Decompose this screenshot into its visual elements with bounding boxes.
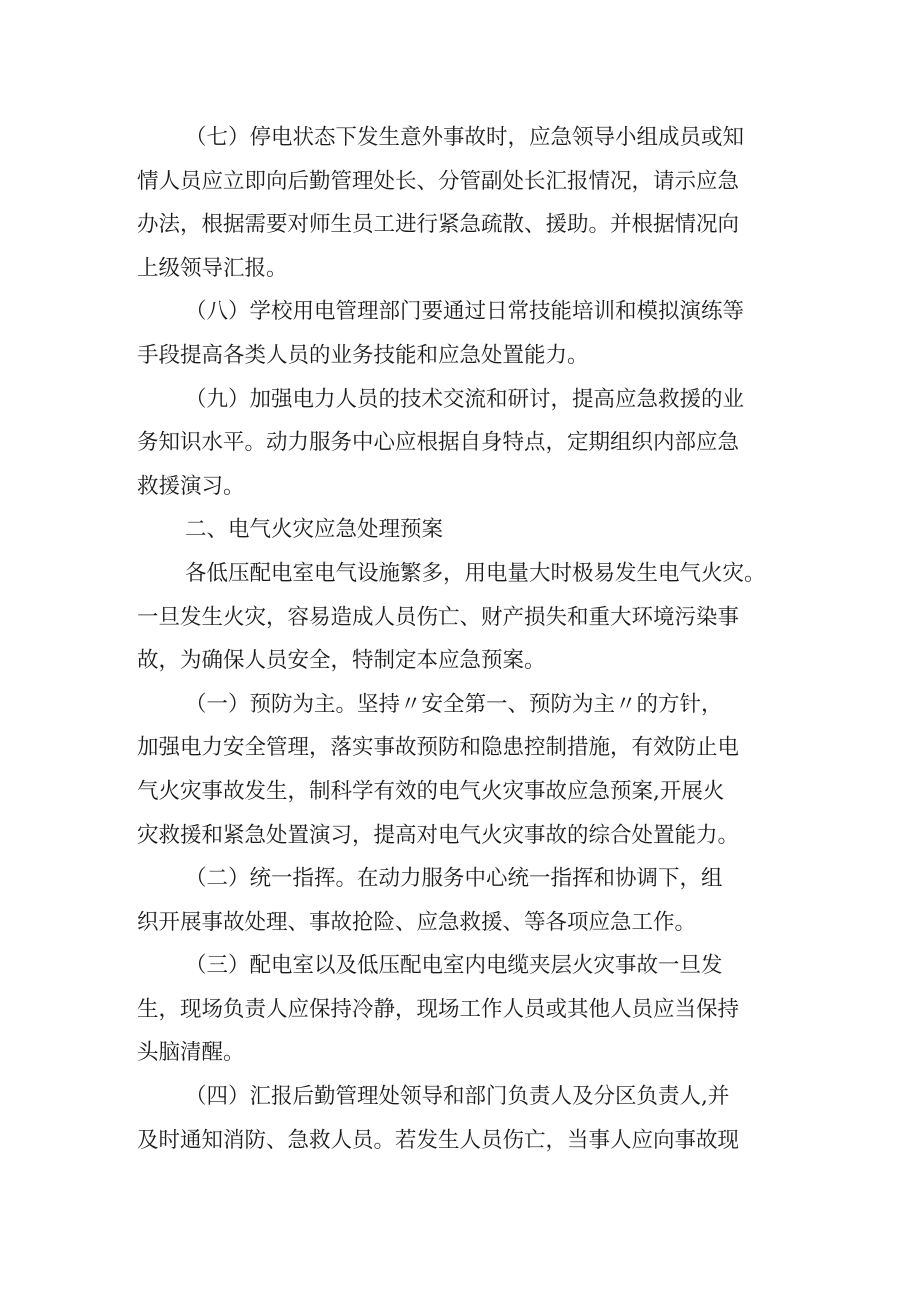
text-line: 灾救援和紧急处置演习，提高对电气火灾事故的综合处置能力。 <box>137 822 740 848</box>
text-line: （七）停电状态下发生意外事故时，应急领导小组成员或知 <box>185 125 745 150</box>
text-line: 办法，根据需要对师生员工进行紧急疏散、援助。并根据情况向 <box>137 212 740 238</box>
text-line: 务知识水平。动力服务中心应根据自身特点，定期组织内部应急 <box>137 430 740 456</box>
text-line: （九）加强电力人员的技术交流和研讨，提高应急救援的业 <box>185 386 745 412</box>
text-line: 头脑清醒。 <box>137 1040 245 1066</box>
text-line: （三）配电室以及低压配电室内电缆夹层火灾事故一旦发 <box>185 953 723 979</box>
paragraph-intro <box>137 552 797 683</box>
text-line: 气火灾事故发生，制科学有效的电气火灾事故应急预案,开展火 <box>137 778 725 804</box>
paragraph-subsection-4 <box>137 1075 797 1162</box>
text-line: 各低压配电室电气设施繁多，用电量大时极易发生电气火灾。 <box>185 560 766 586</box>
text-line: 及时通知消防、急救人员。若发生人员伤亡，当事人应向事故现 <box>137 1127 740 1153</box>
paragraph-section-9 <box>137 378 797 509</box>
text-line: 故，为确保人员安全，特制定本应急预案。 <box>137 648 546 674</box>
paragraph-subsection-1 <box>137 683 797 857</box>
text-line: 加强电力安全管理，落实事故预防和隐患控制措施，有效防止电 <box>137 735 740 761</box>
text-line: 织开展事故处理、事故抢险、应急救援、等各项应急工作。 <box>137 909 697 935</box>
text-line: 手段提高各类人员的业务技能和应急处置能力。 <box>137 342 589 368</box>
text-line: 上级领导汇报。 <box>137 255 288 281</box>
document-page <box>137 116 797 1162</box>
text-line: 一旦发生火灾，容易造成人员伤亡、财产损失和重大环境污染事 <box>137 604 740 630</box>
heading-line: 二、电气火灾应急处理预案 <box>185 517 444 543</box>
paragraph-subsection-3 <box>137 944 797 1075</box>
text-line: 情人员应立即向后勤管理处长、分管副处长汇报情况，请示应急 <box>137 168 740 194</box>
text-line: （八）学校用电管理部门要通过日常技能培训和模拟演练等 <box>185 299 745 325</box>
paragraph-section-7 <box>137 116 797 290</box>
text-line: 生，现场负责人应保持冷静，现场工作人员或其他人员应当保持 <box>137 996 740 1022</box>
text-line: （二）统一指挥。在动力服务中心统一指挥和协调下，组 <box>185 866 723 892</box>
paragraph-section-8 <box>137 290 797 377</box>
text-line: 救援演习。 <box>137 473 245 499</box>
text-line: （四）汇报后勤管理处领导和部门负责人及分区负责人,并 <box>185 1084 730 1110</box>
section-heading-2 <box>137 508 797 552</box>
paragraph-subsection-2 <box>137 857 797 944</box>
text-line: （一）预防为主。坚持〃安全第一、预防为主〃的方针， <box>185 691 723 717</box>
